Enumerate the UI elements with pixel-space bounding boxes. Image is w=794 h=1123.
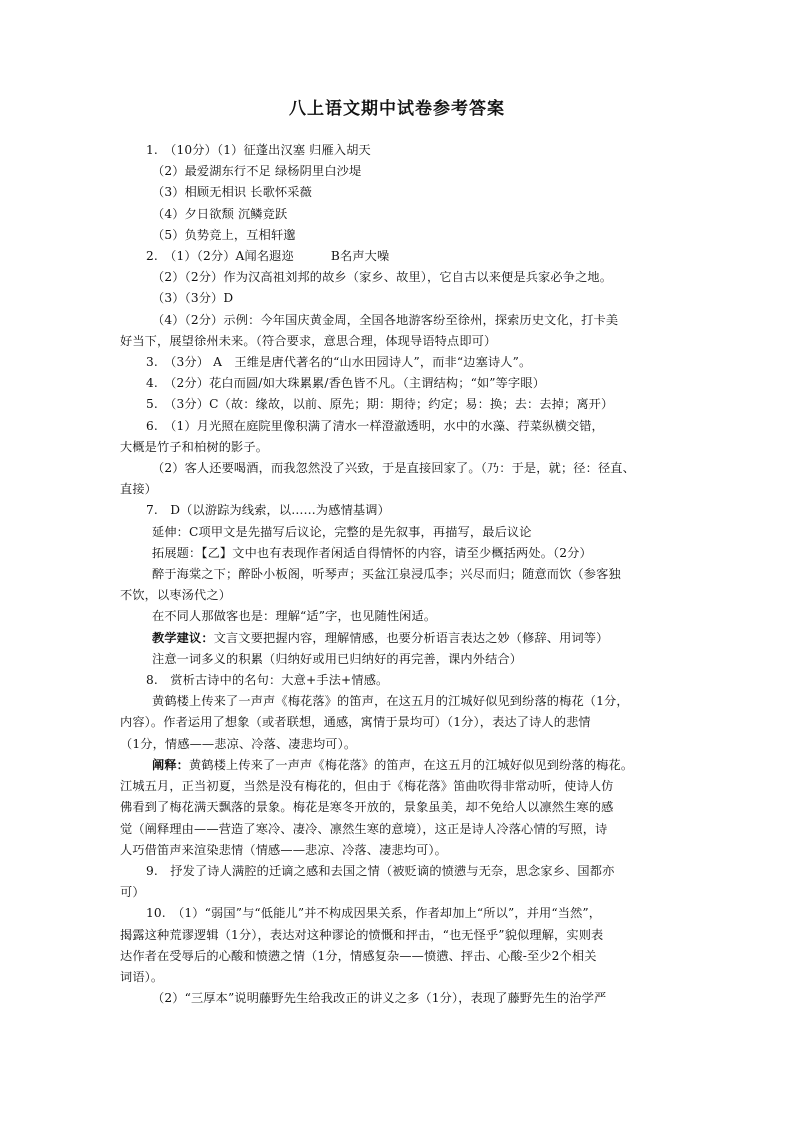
answer-line	[120, 564, 676, 585]
answer-line	[120, 819, 676, 840]
line-text: 词语）。	[120, 969, 164, 984]
line-text: 人巧借笛声来渲染悲情（情感——悲凉、冷落、凄悲均可）。	[120, 842, 448, 857]
line-text: 佛看到了梅花满天飘落的景象。梅花是寒冬开放的，景象虽美，却不免给人以凛然生寒的感	[120, 800, 614, 815]
answer-line	[120, 840, 676, 861]
answer-line	[120, 522, 676, 543]
line-text: 延伸：C项甲文是先描写后议论，完整的是先叙事，再描写，最后议论	[152, 524, 532, 539]
answer-body	[120, 140, 676, 1009]
bold-label: 阐释：	[152, 757, 190, 772]
line-text: 大概是竹子和柏树的影子。	[120, 439, 269, 454]
answer-line	[120, 585, 676, 606]
line-text: 9. 抒发了诗人满腔的迁谪之感和去国之情（被贬谪的愤懑与无奈，思念家乡、国都亦	[146, 863, 615, 878]
answer-line	[120, 691, 676, 712]
line-text: （1分，情感——悲凉、冷落、凄悲均可）。	[120, 736, 357, 751]
answer-line	[120, 988, 676, 1009]
answer-line	[120, 543, 676, 564]
line-text: 拓展题：【乙】文中也有表现作者闲适自得情怀的内容，请至少概括两处。（2分）	[152, 545, 592, 560]
answer-line	[120, 204, 676, 225]
line-text: 1. （10分）（1）征蓬出汉塞 归雁入胡天	[146, 143, 371, 157]
answer-line	[120, 606, 676, 627]
answer-line	[120, 649, 676, 670]
answer-line	[120, 479, 676, 500]
line-text: 7. D（以游踪为线索，以……为感情基调）	[146, 503, 390, 518]
line-text: 2. （1）（2分）A闻名遐迩 B名声大噪	[146, 249, 390, 264]
line-text: 8. 赏析古诗中的名句：大意+手法+情感。	[146, 673, 389, 688]
line-text: 10. （1）“弱国”与“低能儿”并不构成因果关系，作者却加上“所以”，并用“当然”，	[146, 906, 602, 921]
bold-label: 教学建议：	[152, 630, 214, 645]
line-text: 醉于海棠之下；醉卧小板阁，听琴声；买盆江泉浸瓜李；兴尽而归；随意而饮（参客独	[152, 567, 621, 582]
answer-line	[120, 903, 676, 924]
line-text: （3）相顾无相识 长歌怀采薇	[152, 185, 312, 200]
answer-line	[120, 458, 676, 479]
line-text: 3. （3分） A 王维是唐代著名的“山水田园诗人”，而非“边塞诗人”。	[146, 355, 532, 370]
answer-line	[120, 161, 676, 182]
answer-line	[120, 861, 676, 882]
answer-line	[120, 437, 676, 458]
line-text: 达作者在受辱后的心酸和愤懑之情（1分，情感复杂——愤懑、抨击、心酸-至少2个相关	[120, 948, 597, 963]
answer-line	[120, 352, 676, 373]
answer-line	[120, 797, 676, 818]
line-text: （4）夕日欲颓 沉鳞竞跃	[152, 206, 288, 221]
answer-line	[120, 288, 676, 309]
line-text: （2）（2分）作为汉高祖刘邦的故乡（家乡、故里），它自古以来便是兵家必争之地。	[152, 270, 613, 285]
answer-line	[120, 776, 676, 797]
line-text: 5. （3分）C（故：缘故，以前、原先；期：期待；约定；易：换；去：去掉；离开）	[146, 397, 614, 412]
answer-line	[120, 246, 676, 267]
answer-line	[120, 755, 676, 776]
answer-line	[120, 946, 676, 967]
line-text: （2）“三厚本”说明藤野先生给我改正的讲义之多（1分），表现了藤野先生的治学严	[152, 991, 607, 1006]
line-text: 觉（阐释理由——营造了寒冷、凄冷、凛然生寒的意境），这正是诗人冷落心情的写照，诗	[120, 821, 608, 836]
answer-line	[120, 416, 676, 437]
page-title: 八上语文期中试卷参考答案	[289, 99, 505, 119]
line-text: 可）	[120, 885, 145, 900]
line-text: （5）负势竞上，互相轩邈	[152, 227, 296, 242]
line-text: 4. （2分）花白而圆/如大珠累累/香色皆不凡。（主谓结构；“如”等字眼）	[146, 376, 546, 391]
line-text: 在不同人那做客也是：理解“适”字，也见随性闲适。	[152, 609, 437, 624]
answer-line	[120, 225, 676, 246]
answer-line	[120, 373, 676, 394]
answer-line	[120, 734, 676, 755]
line-text: （2）客人还要喝酒，而我忽然没了兴致，于是直接回家了。（乃：于是，就；径：径直、	[152, 461, 635, 476]
answer-line	[120, 394, 676, 415]
line-text: 文言文要把握内容，理解情感，也要分析语言表达之妙（修辞、用词等）	[213, 630, 609, 645]
answer-line	[120, 267, 676, 288]
line-text: 揭露这种荒谬逻辑（1分），表达对这种谬论的愤慨和抨击，“也无怪乎”貌似理解，实则表	[120, 927, 604, 942]
answer-line	[120, 500, 676, 521]
line-text: 直接）	[120, 482, 158, 497]
answer-line	[120, 140, 676, 161]
line-text: 黄鹤楼上传来了一声声《梅花落》的笛声，在这五月的江城好似见到纷落的梅花。	[189, 757, 634, 772]
line-text: 江城五月，正当初夏，当然是没有梅花的，但由于《梅花落》笛曲吹得非常动听，使诗人仿	[120, 779, 614, 794]
line-text: 好当下，展望徐州未来。（符合要求，意思合理，体现导语特点即可）	[120, 333, 497, 348]
answer-line	[120, 925, 676, 946]
answer-line	[120, 182, 676, 203]
answer-line	[120, 628, 676, 649]
answer-line	[120, 670, 676, 691]
answer-line	[120, 712, 676, 733]
line-text: 不饮，以枣汤代之）	[120, 588, 232, 603]
line-text: 6. （1）月光照在庭院里像积满了清水一样澄澈透明，水中的水藻、荇菜纵横交错，	[146, 418, 604, 433]
line-text: （3）（3分）D	[152, 291, 234, 306]
line-text: （4）（2分）示例：今年国庆黄金周，全国各地游客纷至徐州，探索历史文化，打卡美	[152, 312, 619, 327]
answer-line	[120, 882, 676, 903]
line-text: 内容）。作者运用了想象（或者联想，通感，寓情于景均可）（1分），表达了诗人的悲情	[120, 715, 591, 730]
answer-line	[120, 967, 676, 988]
line-text: 黄鹤楼上传来了一声声《梅花落》的笛声，在这五月的江城好似见到纷落的梅花（1分，	[152, 694, 629, 709]
answer-line	[120, 331, 676, 352]
answer-line	[120, 310, 676, 331]
line-text: （2）最爱湖东行不足 绿杨阴里白沙堤	[152, 164, 362, 179]
line-text: 注意一词多义的积累（归纳好或用已归纳好的再完善，课内外结合）	[152, 651, 523, 666]
